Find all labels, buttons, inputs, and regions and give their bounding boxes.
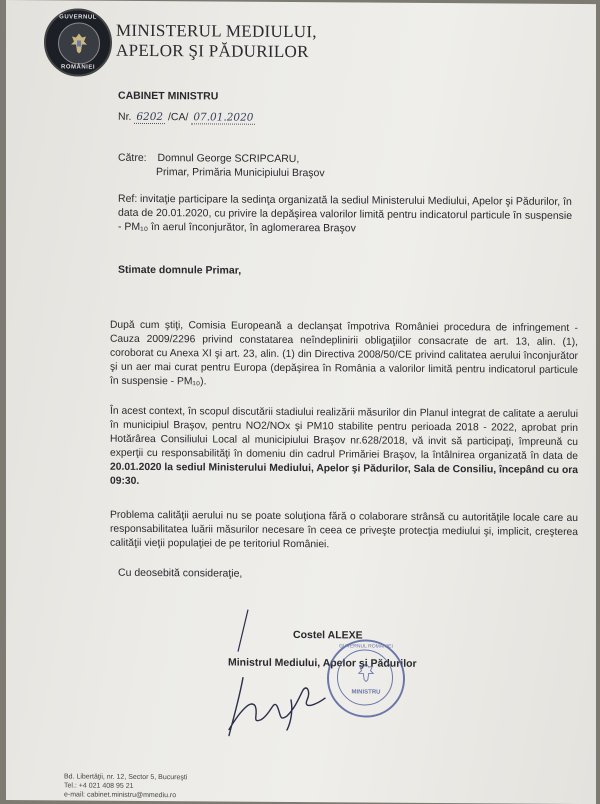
greeting: Stimate domnule Primar, xyxy=(118,263,242,277)
ministry-line-2: APELOR ŞI PĂDURILOR xyxy=(116,40,309,62)
paragraph-3: Problema calităţii aerului nu se poate soluţiona fără o colaborare strânsă cu autorităţile locale care au responsabilitatea luării măsurilor necesare în ceea ce priveşte protecţia mediului şi, implicit, creşterea calităţii vieţii populaţiei de pe teritoriul României. xyxy=(110,509,578,551)
signatory-title: Ministrul Mediului, Apelor şi Pădurilor xyxy=(228,656,417,670)
recipient-block xyxy=(118,151,325,180)
office-label: CABINET MINISTRU xyxy=(118,89,219,103)
nr-handwritten: 6202 xyxy=(136,110,164,124)
footer-phone: Tel.: +4 021 408 95 21 xyxy=(64,782,134,790)
date-handwritten: 07.01.2020 xyxy=(193,111,254,124)
stamp-top-text: GUVERNUL ROMÂNIEI xyxy=(339,643,393,650)
nr-prefix: Nr. xyxy=(118,110,132,123)
seal-top-text: GUVERNUL xyxy=(59,14,97,21)
footer-email: e-mail: cabinet.ministru@mmediu.ro xyxy=(64,791,177,800)
handwritten-signature-icon xyxy=(221,670,341,741)
paragraph-2-bold: 20.01.2020 la sediul Ministerului Mediului, Apelor şi Pădurilor, Sala de Consiliu, începând cu ora 09:30. xyxy=(110,461,578,487)
government-seal-icon xyxy=(44,8,112,76)
paragraph-2 xyxy=(110,405,578,492)
recipient-label: Către: xyxy=(118,151,147,164)
seal-bottom-text: ROMÂNIEI xyxy=(61,64,95,71)
footer-contact xyxy=(64,772,187,800)
reference-text: invitaţie participare la sedinţa organizată la sediul Ministerului Mediului, Apelor şi Pădurilor, în data de 20.01.2020, cu privire la depăşirea valorilor limită pentru indicatorul particule în suspensie - PM₁₀ în aerul înconjurător, în aglomerarea Braşov xyxy=(118,192,573,235)
paragraph-1: După cum ştiţi, Comisia Europeană a declanşat împotriva României procedura de infringement - Cauza 2009/2296 privind constatarea neîndeplinirii obligaţiilor consacrate de art. 13, alin. (1), coroborat cu Anexa XI şi art. 23, alin. (1) din Directiva 2008/50/CE privind calitatea aerului înconjurător şi un aer mai curat pentru Europa (depăşirea în România a valorilor limită pentru indicatorul particule în suspensie - PM₁₀). xyxy=(110,319,578,388)
stamp-eagle-icon xyxy=(357,661,375,683)
ministry-line-1: MINISTERUL MEDIULUI, xyxy=(116,20,317,42)
nr-mid: /CA/ xyxy=(168,111,189,124)
paragraph-2-text: În acest context, în scopul discutării stadiului realizării măsurilor din Planul integrat de calitate a aerului în municipiul Braşov, pentru NO2/NOx şi PM10 stabilite pentru perioada 2018 - 2022, aprobat prin Hotărârea Consiliului Local al municipiului Braşov nr.628/2018, vă invit să participaţi, împreună cu experţii cu responsabilităţi în domeniu din cadrul Primăriei Braşov, la întâlnirea organizată în data de xyxy=(110,405,578,462)
stamp-word: MINISTRU xyxy=(351,689,381,696)
letter-page xyxy=(6,0,596,804)
registry-number xyxy=(118,111,255,124)
recipient-name: Domnul George SCRIPCARU, xyxy=(157,152,300,166)
footer-address: Bd. Libertăţii, nr. 12, Sector 5, Bucureşti xyxy=(64,773,188,782)
signatory-name: Costel ALEXE xyxy=(293,629,363,642)
reference-label: Ref: xyxy=(118,192,138,205)
closing: Cu deosebită consideraţie, xyxy=(118,566,243,580)
reference-block xyxy=(118,192,573,237)
eagle-icon xyxy=(69,31,89,55)
pen-mark-icon xyxy=(236,608,250,654)
coat-of-arms-icon xyxy=(58,22,100,64)
recipient-position: Primar, Primăria Municipiului Braşov xyxy=(156,166,325,180)
ministry-header xyxy=(116,21,317,62)
